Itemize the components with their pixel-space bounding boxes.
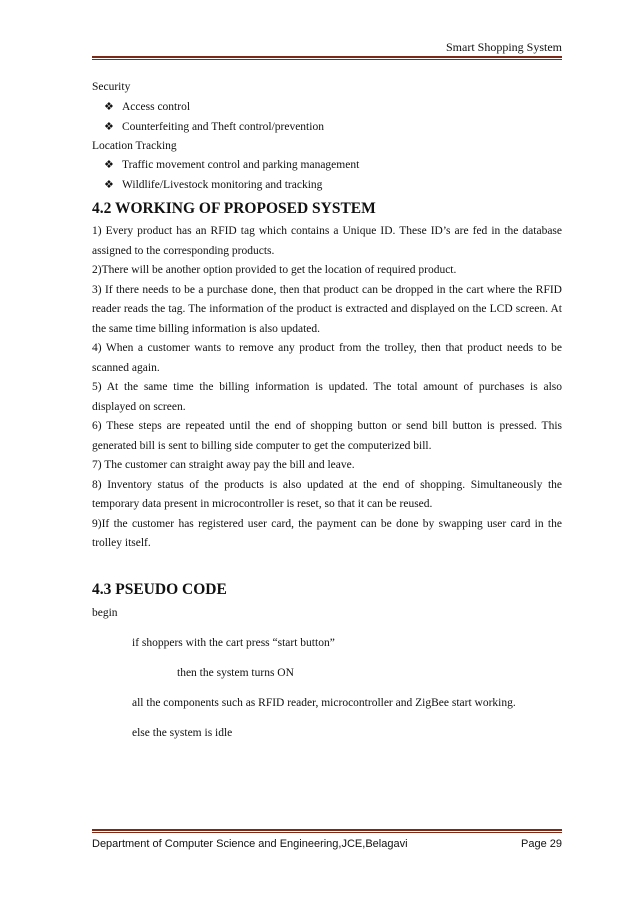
paragraph: 9)If the customer has registered user card, the payment can be done by swapping user card in the trolley itself.	[92, 517, 562, 549]
location-list	[92, 155, 562, 195]
footer-rule	[92, 829, 562, 831]
security-label: Security	[92, 81, 131, 93]
paragraph: 6) These steps are repeated until the end of shopping button or send bill button is pressed. This generated bill is sent to billing side computer to get the computerized bill.	[92, 420, 562, 452]
footer-department: Department of Computer Science and Engineering,JCE,Belagavi	[92, 838, 408, 850]
security-list	[92, 97, 562, 137]
header-rule-thin	[92, 59, 562, 60]
paragraph: 4) When a customer wants to remove any product from the trolley, then that product needs to be scanned again.	[92, 342, 562, 374]
paragraph: 8) Inventory status of the products is also updated at the end of shopping. Simultaneously the temporary data present in microcontroller is reset, so that it can be reused.	[92, 478, 562, 510]
code-line: if shoppers with the cart press “start button”	[132, 636, 335, 649]
list-item-text: Wildlife/Livestock monitoring and tracking	[122, 179, 323, 191]
paragraph: 7) The customer can straight away pay the bill and leave.	[92, 459, 355, 471]
diamond-bullet-icon: ❖	[104, 100, 114, 113]
paragraph: 2)There will be another option provided to get the location of required product.	[92, 264, 457, 276]
diamond-bullet-icon: ❖	[104, 159, 114, 171]
paragraph: 1) Every product has an RFID tag which contains a Unique ID. These ID’s are fed in the database assigned to the corresponding products.	[92, 225, 562, 257]
spacer	[92, 554, 562, 576]
list-item	[92, 175, 562, 195]
document-body	[92, 78, 562, 743]
footer-rule-thin	[92, 832, 562, 833]
diamond-bullet-icon: ❖	[104, 120, 114, 133]
code-line: then the system turns ON	[177, 666, 294, 679]
header-title: Smart Shopping System	[445, 40, 562, 54]
code-line: all the components such as RFID reader, microcontroller and ZigBee start working.	[132, 696, 516, 709]
code-line: begin	[92, 606, 118, 619]
section-heading-pseudo-code: 4.3 PSEUDO CODE	[92, 580, 227, 598]
header-rule	[92, 56, 562, 58]
location-label: Location Tracking	[92, 139, 177, 152]
footer-page-number: Page 29	[521, 838, 562, 850]
list-item-text: Traffic movement control and parking management	[122, 159, 360, 171]
diamond-bullet-icon: ❖	[104, 179, 114, 191]
section-heading-working: 4.2 WORKING OF PROPOSED SYSTEM	[92, 200, 376, 217]
list-item	[92, 155, 562, 175]
list-item-text: Counterfeiting and Theft control/prevention	[122, 120, 324, 133]
code-line: else the system is idle	[132, 726, 233, 739]
paragraph: 5) At the same time the billing information is updated. The total amount of purchases is also displayed on screen.	[92, 381, 562, 413]
list-item	[92, 117, 562, 137]
list-item	[92, 97, 562, 117]
list-item-text: Access control	[122, 100, 191, 113]
paragraph: 3) If there needs to be a purchase done, then that product can be dropped in the cart where the RFID reader reads the tag. The information of the product is extracted and displayed on the LCD screen. At the same time billing information is also updated.	[92, 283, 562, 335]
